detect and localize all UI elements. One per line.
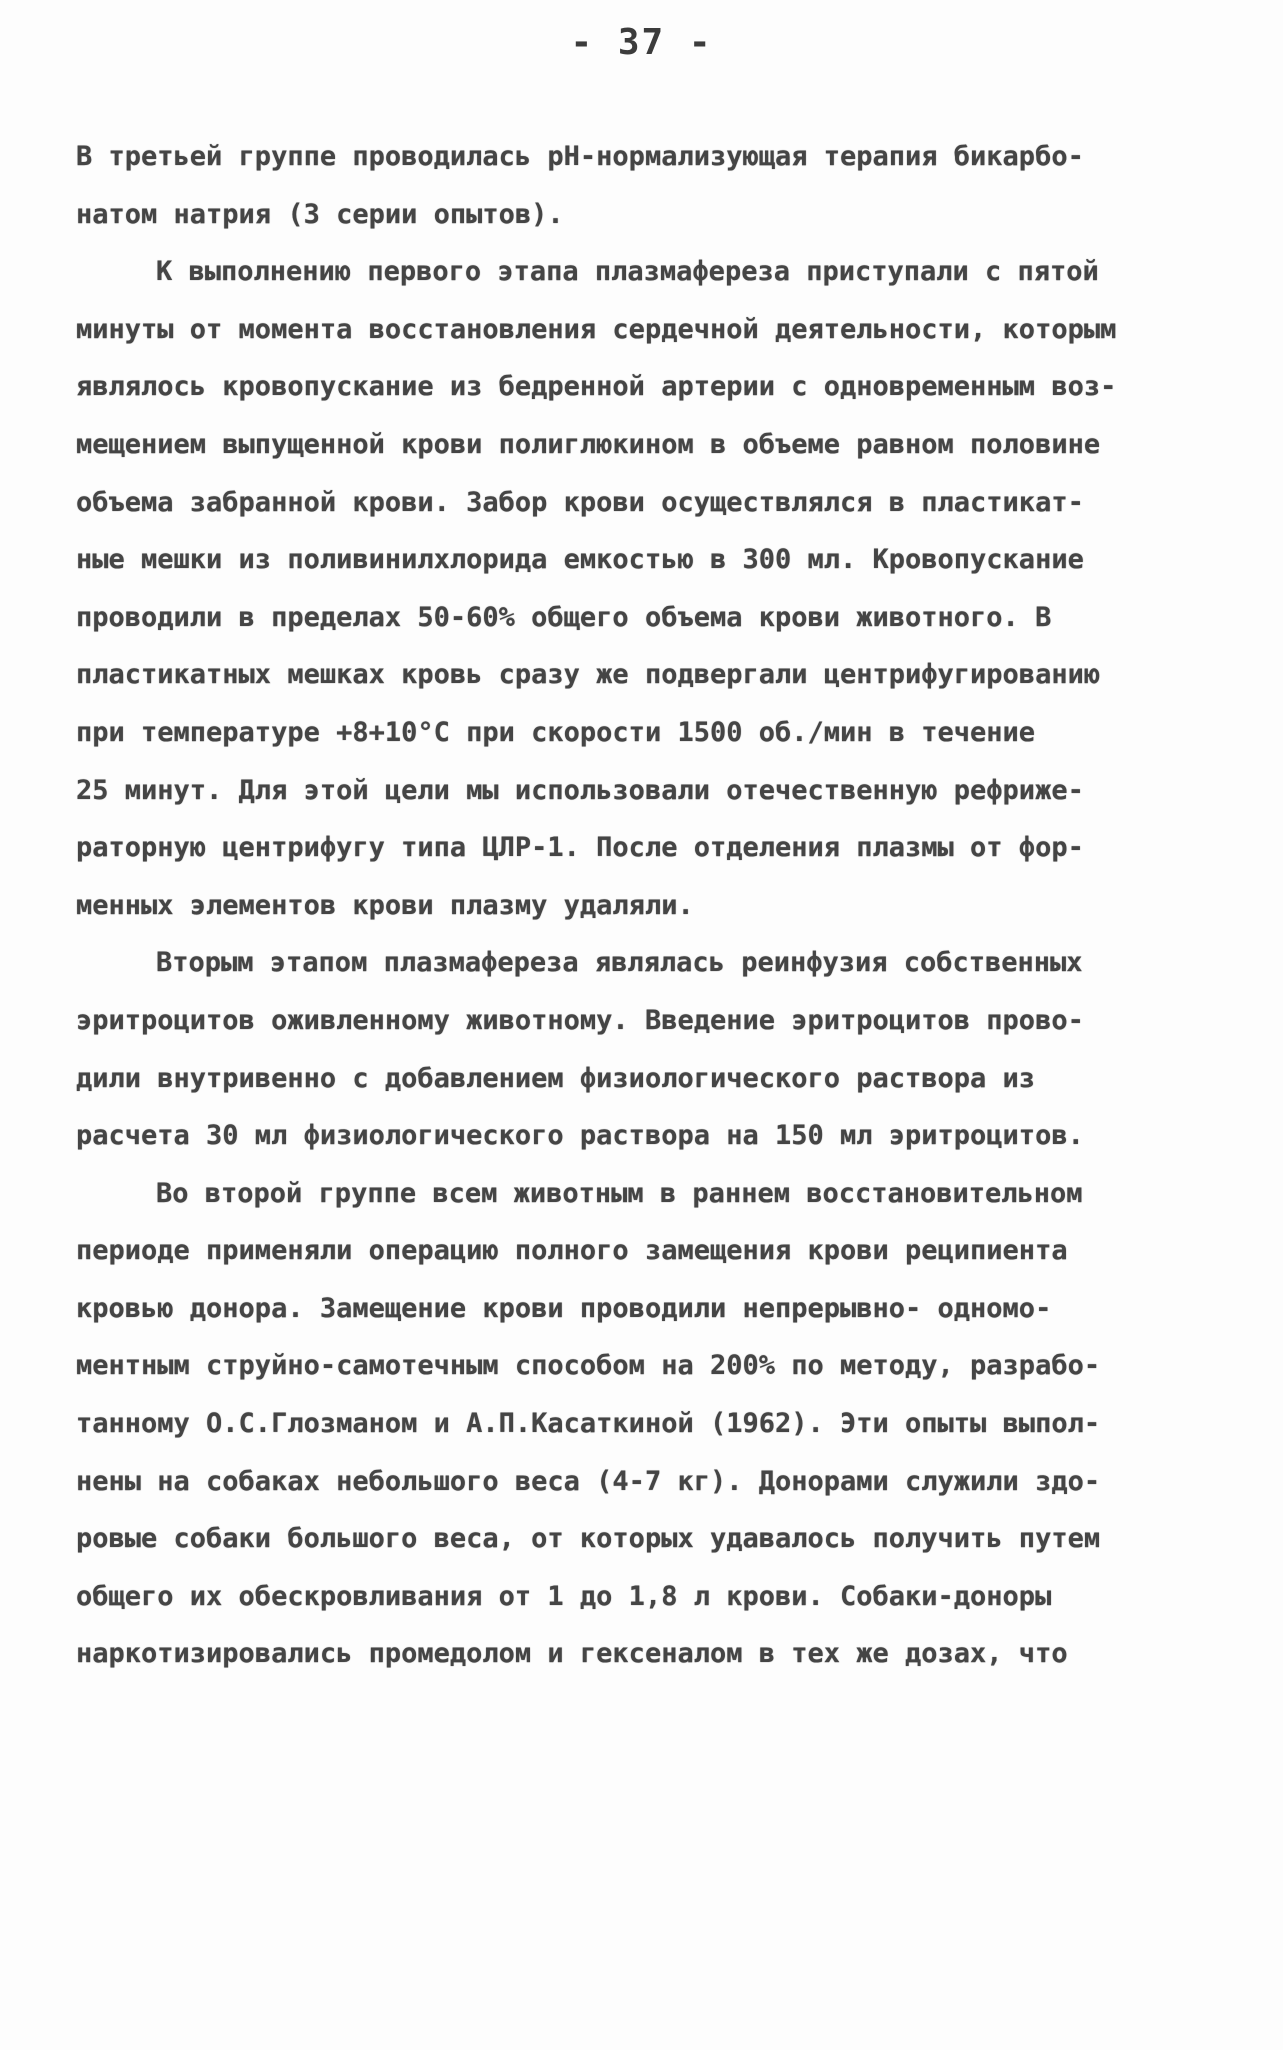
body-text bbox=[76, 128, 1196, 1683]
text-line: проводили в пределах 50-60% общего объема крови животного. В bbox=[76, 601, 1052, 633]
text-line: эритроцитов оживленному животному. Введение эритроцитов прово- bbox=[76, 1004, 1084, 1036]
text-line: нены на собаках небольшого веса (4-7 кг). Донорами служили здо- bbox=[76, 1465, 1101, 1497]
text-line: 25 минут. Для этой цели мы использовали отечественную рефриже- bbox=[76, 774, 1084, 806]
text-line: минуты от момента восстановления сердечной деятельности, которым bbox=[76, 313, 1117, 345]
text-line: раторную центрифугу типа ЦЛР-1. После отделения плазмы от фор- bbox=[76, 832, 1084, 864]
text-line: при температуре +8+10°С при скорости 1500 об./мин в течение bbox=[76, 716, 1036, 748]
text-line: периоде применяли операцию полного замещения крови реципиента bbox=[76, 1235, 1068, 1267]
text-line: общего их обескровливания от 1 до 1,8 л крови. Собаки-доноры bbox=[76, 1580, 1052, 1612]
text-line: натом натрия (3 серии опытов). bbox=[76, 198, 564, 230]
text-line: ментным струйно-самотечным способом на 200% по методу, разрабо- bbox=[76, 1350, 1101, 1382]
text-line: танному О.С.Глозманом и А.П.Касаткиной (1962). Эти опыты выпол- bbox=[76, 1408, 1101, 1440]
text-line: расчета 30 мл физиологического раствора на 150 мл эритроцитов. bbox=[76, 1120, 1084, 1152]
text-line: В третьей группе проводилась pH-нормализующая терапия бикарбо- bbox=[76, 141, 1084, 172]
paragraph-first-line: Вторым этапом плазмафереза являлась реинфузия собственных bbox=[156, 947, 1083, 979]
text-line: являлось кровопускание из бедренной артерии с одновременным воз- bbox=[76, 371, 1117, 403]
text-line: ные мешки из поливинилхлорида емкостью в 300 мл. Кровопускание bbox=[76, 544, 1084, 576]
text-line: менных элементов крови плазму удаляли. bbox=[76, 889, 694, 921]
page-number: - 37 - bbox=[570, 22, 713, 63]
paragraph-first-line: К выполнению первого этапа плазмафереза приступали с пятой bbox=[156, 256, 1099, 288]
text-line: мещением выпущенной крови полиглюкином в объеме равном половине bbox=[76, 428, 1101, 460]
text-line: объема забранной крови. Забор крови осуществлялся в пластикат- bbox=[76, 486, 1084, 518]
text-line: наркотизировались промедолом и гексеналом в тех же дозах, что bbox=[76, 1638, 1068, 1670]
text-line: дили внутривенно с добавлением физиологического раствора из bbox=[76, 1062, 1036, 1094]
paragraph-first-line: Во второй группе всем животным в раннем восстановительном bbox=[156, 1177, 1083, 1209]
text-line: пластикатных мешках кровь сразу же подвергали центрифугированию bbox=[76, 659, 1101, 691]
text-line: кровью донора. Замещение крови проводили непрерывно- одномо- bbox=[76, 1292, 1052, 1324]
text-line: ровые собаки большого веса, от которых удавалось получить путем bbox=[76, 1523, 1101, 1555]
